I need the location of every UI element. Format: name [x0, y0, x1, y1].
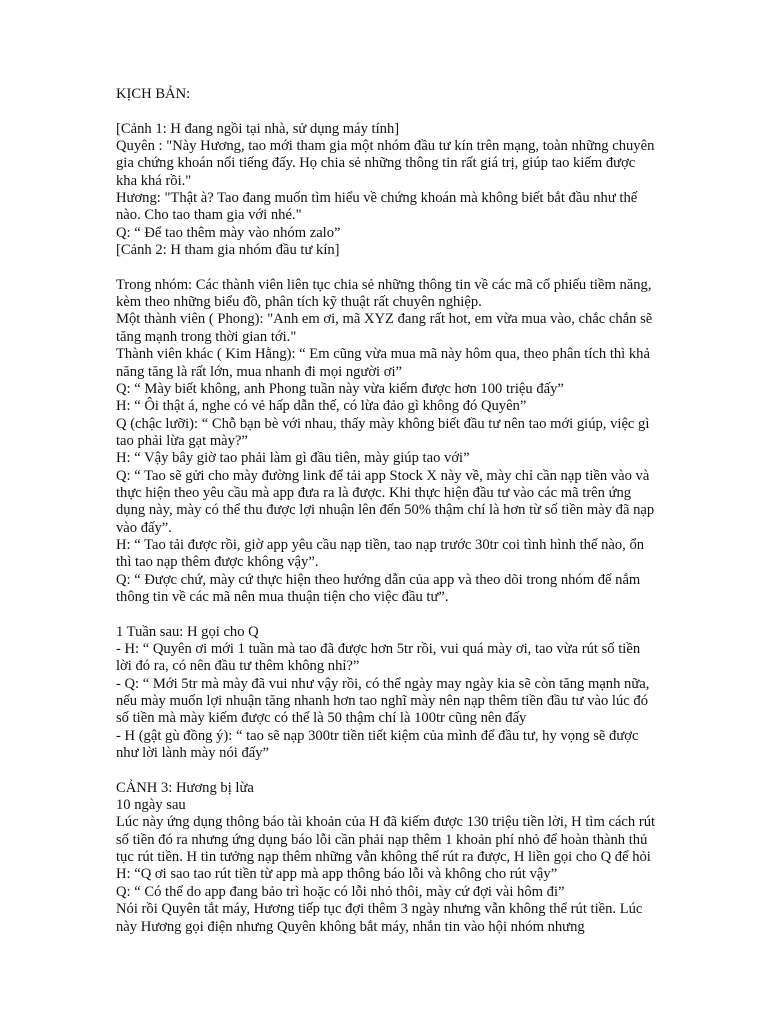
paragraph-list	[116, 121, 656, 936]
paragraph: [Cảnh 1: H đang ngồi tại nhà, sử dụng máy tính]	[116, 120, 400, 137]
paragraph: H: “ Ôi thật á, nghe có vẻ hấp dẫn thế, có lừa đảo gì không đó Quyên”	[116, 398, 527, 415]
paragraph: Nói rồi Quyên tắt máy, Hương tiếp tục đợi thêm 3 ngày nhưng vẫn không thể rút tiền. Lúc này Hương gọi điện nhưng Quyên không bắt máy, nhắn tin vào hội nhóm nhưng	[116, 901, 643, 935]
paragraph: Thành viên khác ( Kim Hằng): “ Em cũng vừa mua mã này hôm qua, theo phân tích thì khả năng tăng là rất lớn, mua nhanh đi mọi người ơi”	[116, 346, 650, 380]
paragraph: Hương: "Thật à? Tao đang muốn tìm hiểu về chứng khoán mà không biết bắt đầu như thế nào. Cho tao tham gia với nhé."	[116, 190, 638, 224]
paragraph: - H (gật gù đồng ý): “ tao sẽ nạp 300tr tiền tiết kiệm của mình để đầu tư, hy vọng sẽ được như lời lành mày nói đấy”	[116, 727, 639, 762]
paragraph: Một thành viên ( Phong): "Anh em ơi, mã XYZ đang rất hot, em vừa mua vào, chắc chắn sẽ tăng mạnh trong thời gian tới."	[116, 311, 653, 345]
paragraph: Quyên : "Này Hương, tao mới tham gia một nhóm đầu tư kín trên mạng, toàn những chuyên gia chứng khoán nổi tiếng đấy. Họ chia sẻ những thông tin rất giá trị, giúp tao kiếm được kha khá rồi."	[116, 138, 655, 189]
paragraph: [Cảnh 2: H tham gia nhóm đầu tư kín]	[116, 242, 340, 259]
paragraph: Q: “ Có thể do app đang bảo trì hoặc có lỗi nhỏ thôi, mày cứ đợi vài hôm đi”	[116, 883, 565, 900]
paragraph: H: “Q ơi sao tao rút tiền từ app mà app thông báo lỗi và không cho rút vậy”	[116, 866, 558, 883]
paragraph: - H: “ Quyên ơi mới 1 tuần mà tao đã được hơn 5tr rồi, vui quá mày ơi, tao vừa rút số tiền lời đó ra, có nên đầu tư thêm không nhỉ?”	[116, 641, 641, 675]
paragraph: H: “ Tao tải được rồi, giờ app yêu cầu nạp tiền, tao nạp trước 30tr coi tình hình thế nào, ổn thì tao nạp thêm được không vậy”.	[116, 536, 645, 571]
paragraph: Q: “ Tao sẽ gửi cho mày đường link để tải app Stock X này về, mày chỉ cần nạp tiền vào và thực hiện theo yêu cầu mà app đưa ra là được. Khi thực hiện đầu tư vào các mã trên ứng dụng này, mày có thể thu được lợi nhuận lên đến 50% thậm chí là hơn từ số tiền mày đã nạp vào đấy”.	[116, 467, 655, 536]
blank-line	[116, 606, 656, 623]
paragraph: 1 Tuần sau: H gọi cho Q	[116, 623, 259, 640]
paragraph: - Q: “ Mới 5tr mà mày đã vui như vậy rồi, có thể ngày may ngày kia sẽ còn tăng mạnh nữa, nếu mày muốn lợi nhuận tăng nhanh hơn tao nghĩ mày nên nạp thêm tiền đầu tư vào lúc đó số tiền mà mày kiếm được có thể là 50 thậm chí là 100tr cũng nên đấy	[116, 675, 650, 727]
blank-line	[116, 259, 656, 276]
document-body	[116, 86, 656, 936]
paragraph: Q: “ Để tao thêm mày vào nhóm zalo”	[116, 224, 341, 241]
paragraph: Trong nhóm: Các thành viên liên tục chia sẻ những thông tin về các mã cổ phiếu tiềm năng, kèm theo những biểu đồ, phân tích kỹ thuật rất chuyên nghiệp.	[116, 276, 652, 311]
paragraph: Q: “ Mày biết không, anh Phong tuần này vừa kiếm được hơn 100 triệu đấy”	[116, 380, 564, 397]
paragraph: Q (chậc lưỡi): “ Chỗ bạn bè với nhau, thấy mày không biết đầu tư nên tao mới giúp, việc gì tao phải lừa gạt mày?”	[116, 415, 650, 449]
paragraph: CẢNH 3: Hương bị lừa	[116, 779, 254, 796]
blank-line	[116, 762, 656, 779]
paragraph: H: “ Vậy bây giờ tao phải làm gì đầu tiên, mày giúp tao với”	[116, 450, 470, 467]
paragraph: 10 ngày sau	[116, 797, 186, 814]
paragraph: Lúc này ứng dụng thông báo tài khoản của H đã kiếm được 130 triệu tiền lời, H tìm cách rút số tiền đó ra nhưng ứng dụng báo lỗi cần phải nạp thêm 1 khoản phí nhỏ để hoàn thành thủ tục rút tiền. H tin tưởng nạp thêm những vẫn không thể rút ra được, H liền gọi cho Q để hỏi	[116, 814, 656, 866]
blank-line	[116, 103, 656, 120]
paragraph: Q: “ Được chứ, mày cứ thực hiện theo hướng dẫn của app và theo dõi trong nhóm để nắm thông tin về các mã nên mua thuận tiện cho việc đầu tư”.	[116, 571, 641, 605]
document-title: KỊCH BẢN:	[116, 86, 191, 102]
